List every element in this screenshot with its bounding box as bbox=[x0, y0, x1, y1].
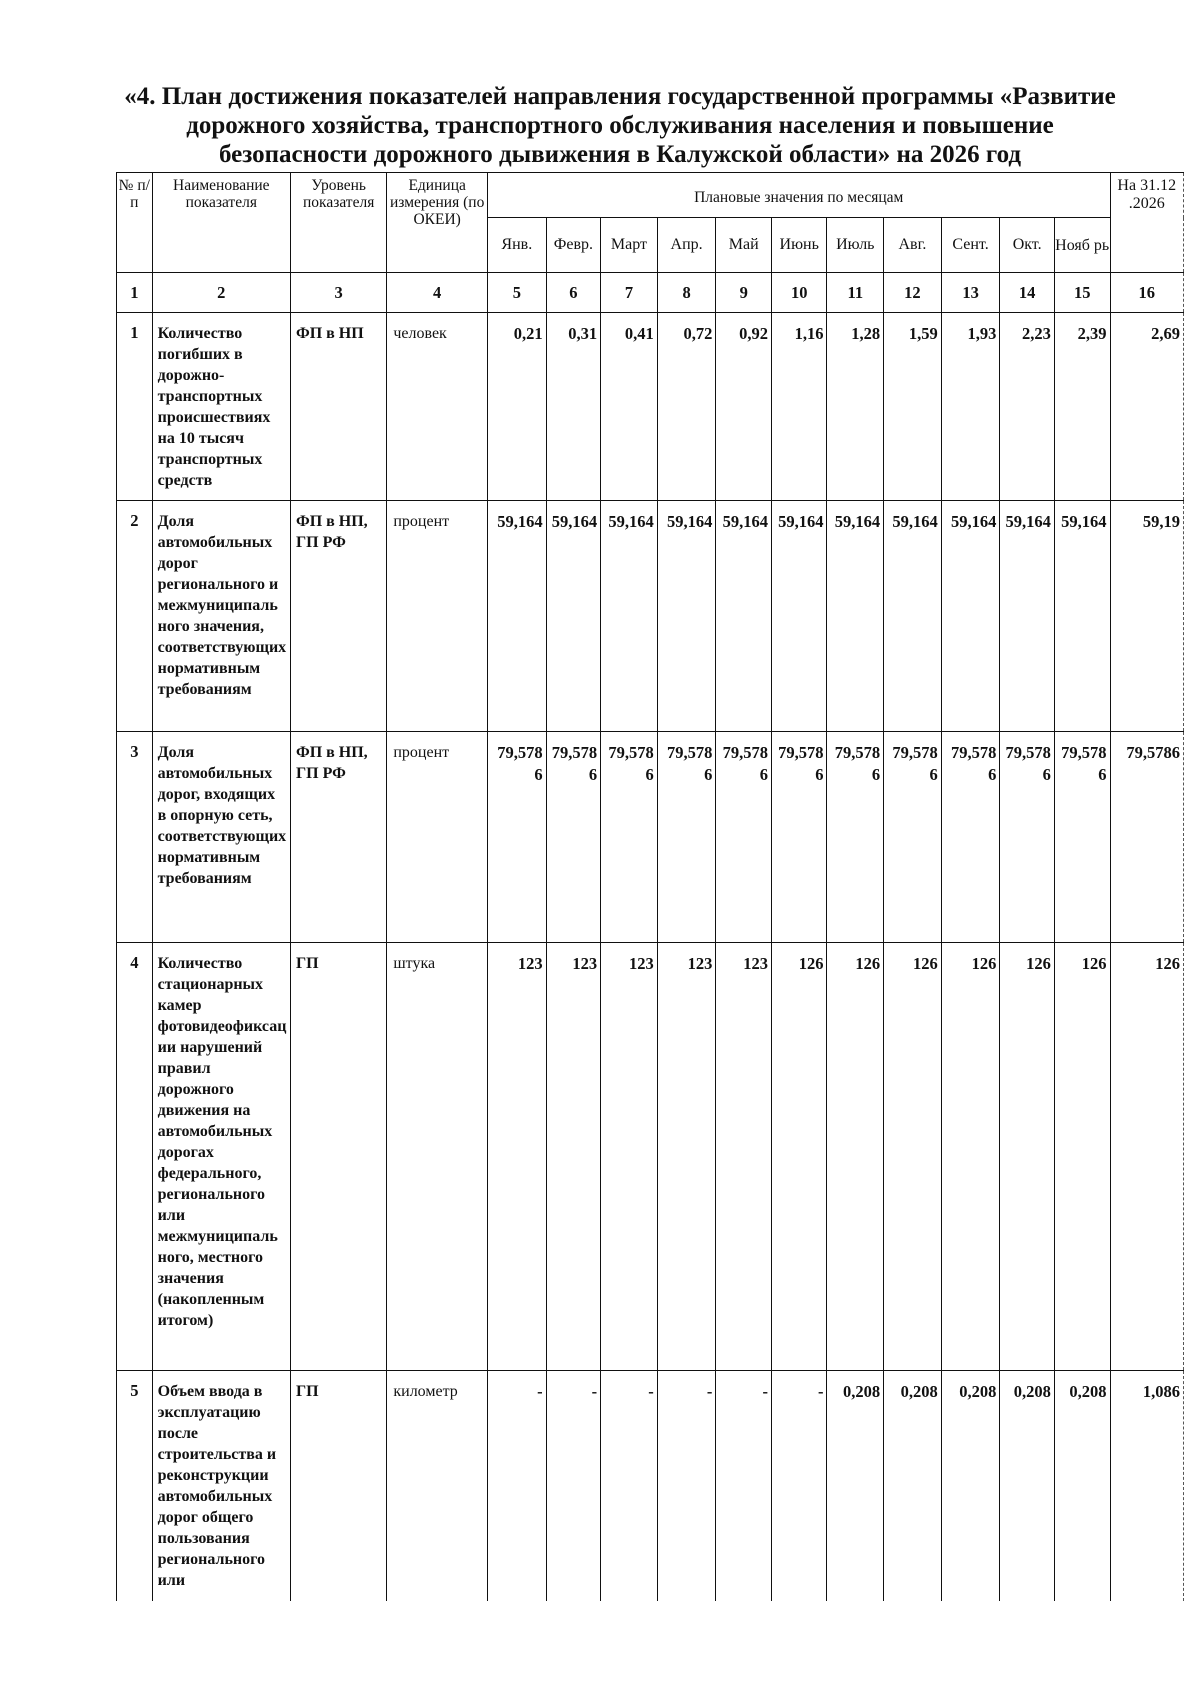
value-may: 79,5786 bbox=[716, 732, 772, 943]
header-month-apr: Апр. bbox=[657, 218, 716, 273]
column-number: 1 bbox=[117, 273, 153, 313]
column-number: 14 bbox=[1000, 273, 1054, 313]
column-number: 3 bbox=[290, 273, 386, 313]
row-number: 1 bbox=[117, 313, 153, 501]
value-mar: 79,5786 bbox=[601, 732, 658, 943]
value-jul: 0,208 bbox=[827, 1371, 884, 1601]
value-mar: 123 bbox=[601, 943, 658, 1371]
value-mar: 0,41 bbox=[601, 313, 658, 501]
indicator-name: Доля автомобильных дорог регионального и межмуниципального значения, соответствующих нормативным требованиям bbox=[152, 501, 290, 732]
value-final: 59,19 bbox=[1110, 501, 1183, 732]
value-jul: 126 bbox=[827, 943, 884, 1371]
value-may: 59,164 bbox=[716, 501, 772, 732]
value-jan: 123 bbox=[487, 943, 546, 1371]
value-nov: 59,164 bbox=[1054, 501, 1110, 732]
value-sep: 79,5786 bbox=[941, 732, 1000, 943]
value-aug: 1,59 bbox=[884, 313, 942, 501]
value-mar: - bbox=[601, 1371, 658, 1601]
column-number: 10 bbox=[771, 273, 827, 313]
table-row bbox=[117, 313, 1184, 501]
plan-table bbox=[116, 172, 1184, 1601]
value-jun: 1,16 bbox=[771, 313, 827, 501]
header-month-jan: Янв. bbox=[487, 218, 546, 273]
indicator-unit: процент bbox=[387, 732, 488, 943]
title-line: безопасности дорожного дывижения в Калужской области» на 2026 год bbox=[218, 141, 1022, 168]
header-num: № п/ п bbox=[117, 173, 153, 273]
value-jan: 0,21 bbox=[487, 313, 546, 501]
value-oct: 2,23 bbox=[1000, 313, 1054, 501]
value-feb: 79,5786 bbox=[546, 732, 600, 943]
column-number: 7 bbox=[601, 273, 658, 313]
header-month-jul: Июль bbox=[827, 218, 884, 273]
value-aug: 0,208 bbox=[884, 1371, 942, 1601]
value-apr: 0,72 bbox=[657, 313, 716, 501]
indicator-name: Доля автомобильных дорог, входящих в опорную сеть, соответствующих нормативным требованиям bbox=[152, 732, 290, 943]
indicator-level: ФП в НП, ГП РФ bbox=[290, 501, 386, 732]
value-oct: 0,208 bbox=[1000, 1371, 1054, 1601]
table-row bbox=[117, 501, 1184, 732]
header-name: Наименование показателя bbox=[152, 173, 290, 273]
document-title bbox=[110, 82, 1130, 169]
value-may: - bbox=[716, 1371, 772, 1601]
value-may: 123 bbox=[716, 943, 772, 1371]
header-unit: Единица измерения (по ОКЕИ) bbox=[387, 173, 488, 273]
indicator-level: ФП в НП bbox=[290, 313, 386, 501]
indicator-level: ФП в НП, ГП РФ bbox=[290, 732, 386, 943]
value-sep: 0,208 bbox=[941, 1371, 1000, 1601]
title-line: «4. План достижения показателей направления государственной программы «Развитие bbox=[124, 83, 1116, 110]
indicator-name: Количество стационарных камер фотовидеофиксации нарушений правил дорожного движения на автомобильных дорогах федерального, регионального или межмуниципального, местного значения (накопленным итогом) bbox=[152, 943, 290, 1371]
title-line: дорожного хозяйства, транспортного обслуживания населения и повышение bbox=[186, 112, 1054, 139]
table-row bbox=[117, 732, 1184, 943]
indicator-level: ГП bbox=[290, 1371, 386, 1601]
indicator-name: Объем ввода в эксплуатацию после строительства и реконструкции автомобильных дорог общего пользования регионального или bbox=[152, 1371, 290, 1601]
value-oct: 79,5786 bbox=[1000, 732, 1054, 943]
value-oct: 59,164 bbox=[1000, 501, 1054, 732]
column-number: 11 bbox=[827, 273, 884, 313]
value-apr: 123 bbox=[657, 943, 716, 1371]
indicator-name: Количество погибших в дорожно-транспортных происшествиях на 10 тысяч транспортных средств bbox=[152, 313, 290, 501]
value-jul: 59,164 bbox=[827, 501, 884, 732]
column-number: 9 bbox=[716, 273, 772, 313]
table-row bbox=[117, 943, 1184, 1371]
value-apr: - bbox=[657, 1371, 716, 1601]
header-month-jun: Июнь bbox=[771, 218, 827, 273]
indicator-unit: штука bbox=[387, 943, 488, 1371]
table-row bbox=[117, 1371, 1184, 1601]
value-jan: 59,164 bbox=[487, 501, 546, 732]
value-jun: - bbox=[771, 1371, 827, 1601]
header-month-feb: Февр. bbox=[546, 218, 600, 273]
value-apr: 59,164 bbox=[657, 501, 716, 732]
header-month-sep: Сент. bbox=[941, 218, 1000, 273]
column-number: 16 bbox=[1110, 273, 1183, 313]
value-jun: 79,5786 bbox=[771, 732, 827, 943]
value-sep: 59,164 bbox=[941, 501, 1000, 732]
value-nov: 126 bbox=[1054, 943, 1110, 1371]
header-month-aug: Авг. bbox=[884, 218, 942, 273]
value-final: 1,086 bbox=[1110, 1371, 1183, 1601]
row-number: 5 bbox=[117, 1371, 153, 1601]
value-final: 2,69 bbox=[1110, 313, 1183, 501]
value-aug: 79,5786 bbox=[884, 732, 942, 943]
value-jan: 79,5786 bbox=[487, 732, 546, 943]
column-number: 12 bbox=[884, 273, 942, 313]
row-number: 2 bbox=[117, 501, 153, 732]
column-number: 8 bbox=[657, 273, 716, 313]
value-jun: 59,164 bbox=[771, 501, 827, 732]
value-final: 79,5786 bbox=[1110, 732, 1183, 943]
value-may: 0,92 bbox=[716, 313, 772, 501]
value-feb: 0,31 bbox=[546, 313, 600, 501]
indicator-unit: километр bbox=[387, 1371, 488, 1601]
value-nov: 2,39 bbox=[1054, 313, 1110, 501]
value-jan: - bbox=[487, 1371, 546, 1601]
header-level: Уровень показателя bbox=[290, 173, 386, 273]
value-nov: 0,208 bbox=[1054, 1371, 1110, 1601]
value-nov: 79,5786 bbox=[1054, 732, 1110, 943]
header-month-oct: Окт. bbox=[1000, 218, 1054, 273]
value-sep: 1,93 bbox=[941, 313, 1000, 501]
header-plan: Плановые значения по месяцам bbox=[487, 173, 1110, 218]
value-jul: 1,28 bbox=[827, 313, 884, 501]
column-number: 5 bbox=[487, 273, 546, 313]
header-final: На 31.12 .2026 bbox=[1110, 173, 1183, 273]
header-month-nov: Нояб рь bbox=[1054, 218, 1110, 273]
row-number: 4 bbox=[117, 943, 153, 1371]
indicator-unit: процент bbox=[387, 501, 488, 732]
value-jun: 126 bbox=[771, 943, 827, 1371]
column-number: 4 bbox=[387, 273, 488, 313]
value-aug: 126 bbox=[884, 943, 942, 1371]
value-mar: 59,164 bbox=[601, 501, 658, 732]
indicator-unit: человек bbox=[387, 313, 488, 501]
column-number: 13 bbox=[941, 273, 1000, 313]
value-jul: 79,5786 bbox=[827, 732, 884, 943]
column-number: 15 bbox=[1054, 273, 1110, 313]
column-number: 2 bbox=[152, 273, 290, 313]
value-feb: - bbox=[546, 1371, 600, 1601]
column-number: 6 bbox=[546, 273, 600, 313]
row-number: 3 bbox=[117, 732, 153, 943]
value-apr: 79,5786 bbox=[657, 732, 716, 943]
value-final: 126 bbox=[1110, 943, 1183, 1371]
value-feb: 59,164 bbox=[546, 501, 600, 732]
value-feb: 123 bbox=[546, 943, 600, 1371]
header-month-mar: Март bbox=[601, 218, 658, 273]
indicator-level: ГП bbox=[290, 943, 386, 1371]
header-month-may: Май bbox=[716, 218, 772, 273]
value-sep: 126 bbox=[941, 943, 1000, 1371]
value-oct: 126 bbox=[1000, 943, 1054, 1371]
value-aug: 59,164 bbox=[884, 501, 942, 732]
